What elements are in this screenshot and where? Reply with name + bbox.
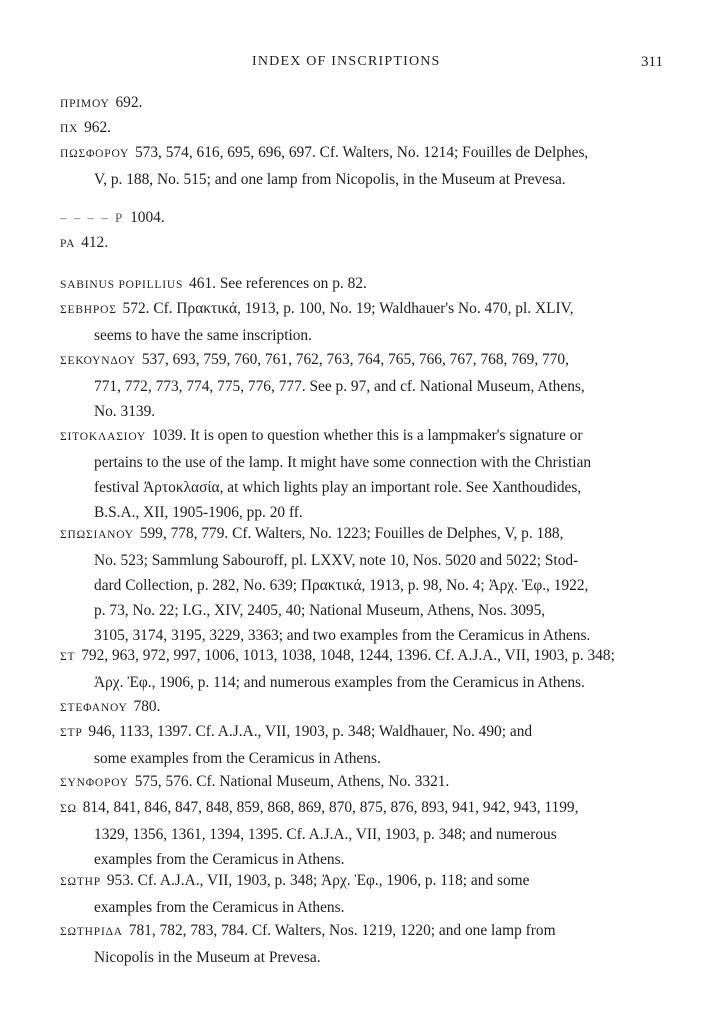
entry-key: ΣΩ bbox=[60, 803, 77, 815]
index-entry: ΣΩ 814, 841, 846, 847, 848, 859, 868, 869, 870, 875, 876, 893, 941, 942, 943, 1199, 1329, 1356, 1361, 1394, 1395. Cf. A.J.A., VII, 1903, p. 348; and numerous examples from the Ceramicus in Athens. bbox=[60, 799, 579, 868]
entry-key: SABINUS POPILLIUS bbox=[60, 279, 184, 291]
entry-key: ΣΥΝΦΟΡΟΥ bbox=[60, 777, 129, 789]
entry-key: ΣΕΚΟΥΝΔΟΥ bbox=[60, 355, 136, 367]
entry-key: ΣΤΕΦΑΝΟΥ bbox=[60, 702, 128, 714]
entry-key: ΣΩΤΗΡ bbox=[60, 876, 101, 888]
page-number: 311 bbox=[641, 54, 663, 70]
header-title: INDEX OF INSCRIPTIONS bbox=[252, 54, 441, 69]
entry-key: – – – – Ρ bbox=[60, 210, 125, 225]
index-entry: ΠΧ 962. bbox=[60, 119, 112, 136]
index-entry: ΠΩΣΦΟΡΟΥ 573, 574, 616, 695, 696, 697. Cf. Walters, No. 1214; Fouilles de Delphes, V, p. 188, No. 515; and one lamp from Nicopolis, in the Museum at Prevesa. bbox=[60, 144, 589, 188]
entry-key: ΣΤΡ bbox=[60, 727, 83, 739]
index-entry: ΠΡΙΜΟΥ 692. bbox=[60, 94, 143, 111]
entry-key: ΣΩΤΗΡΙΔΑ bbox=[60, 926, 123, 938]
entry-key: ΠΧ bbox=[60, 123, 79, 135]
running-header bbox=[0, 54, 722, 74]
index-entry: ΣΩΤΗΡΙΔΑ 781, 782, 783, 784. Cf. Walters, Nos. 1219, 1220; and one lamp from Nicopolis in the Museum at Prevesa. bbox=[60, 922, 556, 966]
entry-key: ΣΙΤΟΚΛΑΣΙΟΥ bbox=[60, 431, 146, 443]
index-entry: ΣΤΡ 946, 1133, 1397. Cf. A.J.A., VII, 1903, p. 348; Waldhauer, No. 490; and some examples from the Ceramicus in Athens. bbox=[60, 723, 533, 767]
entry-key: ΡΑ bbox=[60, 238, 76, 250]
index-entry: ΣΥΝΦΟΡΟΥ 575, 576. Cf. National Museum, Athens, No. 3321. bbox=[60, 773, 450, 790]
entry-key: ΠΡΙΜΟΥ bbox=[60, 98, 110, 110]
entry-key: ΠΩΣΦΟΡΟΥ bbox=[60, 148, 130, 160]
index-entry: ΡΑ 412. bbox=[60, 234, 109, 251]
entry-key: ΣΤ bbox=[60, 651, 76, 663]
index-entry: ΣΤΕΦΑΝΟΥ 780. bbox=[60, 698, 161, 715]
index-entry: ΣΙΤΟΚΛΑΣΙΟΥ 1039. It is open to question whether this is a lampmaker's signature or pertains to the use of the lamp. It might have some connection with the Christian festival Ἀρτοκλασία, at which lights play an important role. See Xanthoudides, B.S.A., XII, 1905-1906, pp. 20 ff. bbox=[60, 427, 592, 521]
index-entry: ΣΩΤΗΡ 953. Cf. A.J.A., VII, 1903, p. 348; Ἀρχ. Ἐφ., 1906, p. 118; and some examples from the Ceramicus in Athens. bbox=[60, 872, 530, 916]
index-entry: – – – – Ρ 1004. bbox=[60, 209, 165, 226]
index-entry: ΣΤ 792, 963, 972, 997, 1006, 1013, 1038, 1048, 1244, 1396. Cf. A.J.A., VII, 1903, p. 348; Ἀρχ. Ἐφ., 1906, p. 114; and numerous examples from the Ceramicus in Athens. bbox=[60, 647, 615, 691]
index-entry: ΣΕΚΟΥΝΔΟΥ 537, 693, 759, 760, 761, 762, 763, 764, 765, 766, 767, 768, 769, 770, 771, 772, 773, 774, 775, 776, 777. See p. 97, and cf. National Museum, Athens, No. 3139. bbox=[60, 351, 585, 420]
index-entry: ΣΕΒΗΡΟΣ 572. Cf. Πρακτικά, 1913, p. 100, No. 19; Waldhauer's No. 470, pl. XLIV, seems to have the same inscription. bbox=[60, 300, 574, 344]
entry-key: ΣΕΒΗΡΟΣ bbox=[60, 304, 117, 316]
index-entry: ΣΠΩΣΙΑΝΟΥ 599, 778, 779. Cf. Walters, No. 1223; Fouilles de Delphes, V, p. 188, No. 523; Sammlung Sabouroff, pl. LXXV, note 10, Nos. 5020 and 5022; Stod- dard Collection, p. 282, No. 639; Πρακτικά, 1913, p. 98, No. 4; Ἀρχ. Ἐφ., 1922, p. 73, No. 22; I.G., XIV, 2405, 40; National Museum, Athens, Nos. 3095, 3105, 3174, 3195, 3229, 3363; and two examples from the Ceramicus in Athens. bbox=[60, 525, 591, 644]
entry-key: ΣΠΩΣΙΑΝΟΥ bbox=[60, 529, 134, 541]
index-entry: SABINUS POPILLIUS 461. See references on p. 82. bbox=[60, 275, 367, 292]
